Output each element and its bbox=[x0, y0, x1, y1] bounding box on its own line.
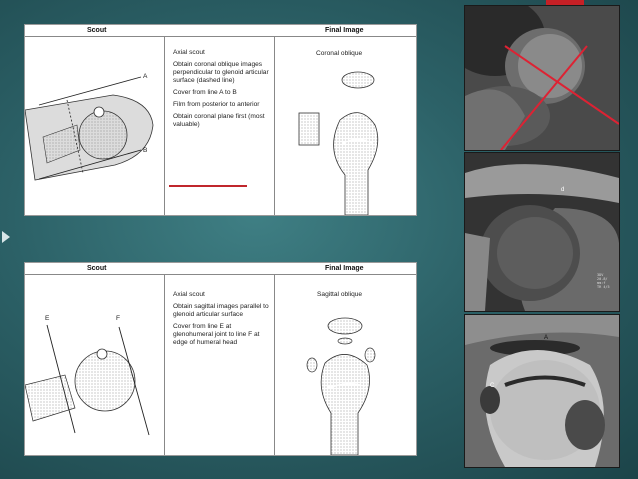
sagittal-diagram-panel bbox=[24, 262, 417, 456]
scout-header: Scout bbox=[87, 265, 107, 272]
instruction-item: Obtain coronal plane first (most valuable) bbox=[173, 113, 265, 128]
instruction-item: Obtain coronal oblique images perpendicular to glenoid articular surface (dashed line) bbox=[173, 61, 269, 84]
instruction-item: Cover from line A to B bbox=[173, 89, 237, 96]
mri-info-line: 20.8/ bbox=[597, 277, 608, 281]
slide-bullet-arrow-icon bbox=[2, 231, 10, 243]
label-e: E bbox=[45, 315, 50, 322]
instruction-item: Axial scout bbox=[173, 49, 205, 56]
label-f: F bbox=[116, 315, 121, 322]
coronal-diagram-panel bbox=[24, 24, 417, 216]
instruction-item: Obtain sagittal images parallel to glenoid articular surface bbox=[173, 303, 269, 318]
instruction-item: Film from posterior to anterior bbox=[173, 101, 260, 108]
mri-info-line: mm:f bbox=[597, 281, 606, 285]
mri-info-text bbox=[597, 273, 610, 289]
emphasis-underline bbox=[169, 185, 247, 187]
final-image-header: Final Image bbox=[325, 265, 364, 272]
scout-header: Scout bbox=[87, 27, 107, 34]
mri-info-line: 3DV bbox=[597, 273, 604, 277]
mri-label-d: d bbox=[561, 187, 565, 193]
final-image-header: Final Image bbox=[325, 27, 364, 34]
coronal-oblique-label: Coronal oblique bbox=[316, 50, 363, 57]
mri-label-c: C bbox=[490, 383, 495, 389]
instruction-item: Cover from line E at glenohumeral joint to line F at edge of humeral head bbox=[173, 323, 260, 346]
mri-label-a: A bbox=[544, 335, 549, 341]
mri-info-line: TR 4/5 bbox=[597, 285, 610, 289]
label-a: A bbox=[143, 73, 148, 80]
mri-sagittal-image bbox=[464, 314, 620, 468]
instructions-list bbox=[173, 291, 269, 351]
mri-coronal-image bbox=[464, 152, 620, 312]
label-b: B bbox=[143, 147, 148, 154]
instructions-list bbox=[173, 49, 269, 133]
sagittal-oblique-label: Sagittal oblique bbox=[317, 291, 363, 298]
instruction-item: Axial scout bbox=[173, 291, 205, 298]
mri-axial-image bbox=[464, 5, 620, 151]
